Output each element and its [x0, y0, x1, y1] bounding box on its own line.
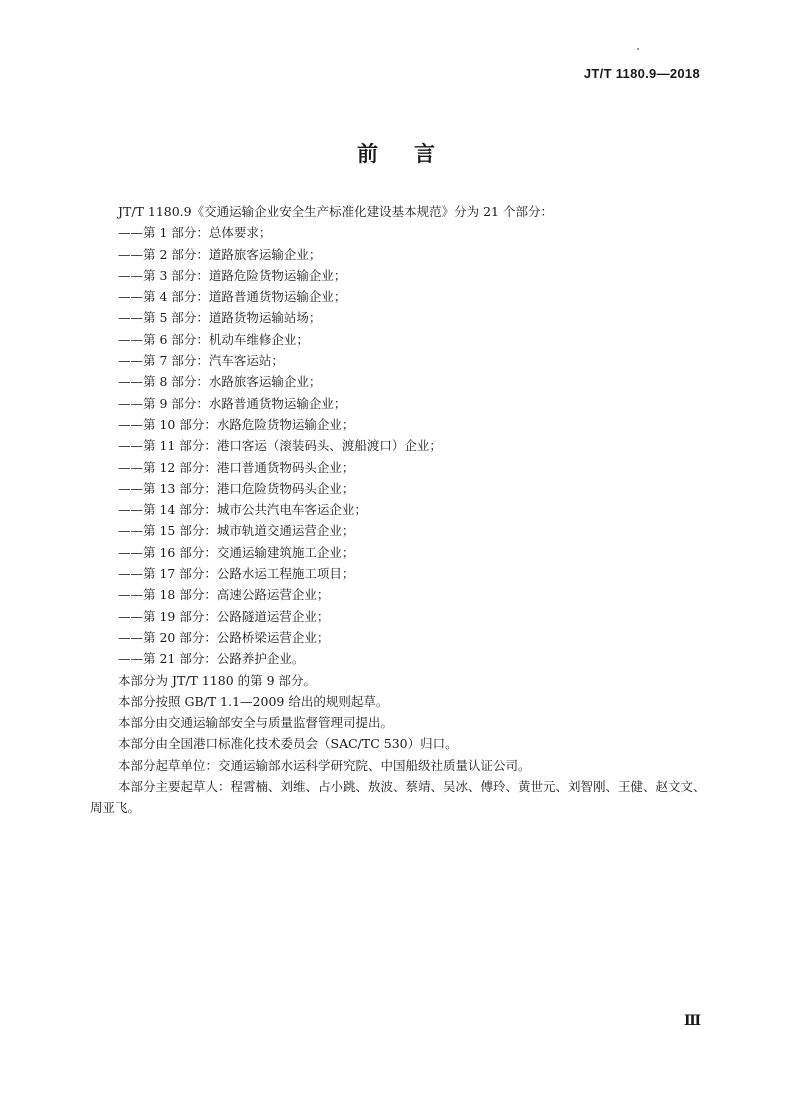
list-item: ——第 12 部分：港口普通货物码头企业； — [118, 459, 355, 475]
list-item: ——第 19 部分：公路隧道运营企业； — [118, 608, 330, 624]
page-title: 前言 — [357, 142, 471, 166]
main-drafters: 本部分主要起草人：程霄楠、刘维、占小跳、敖波、蔡靖、吴冰、傅玲、黄世元、刘智刚、王健、赵文文、周亚飞。 — [90, 779, 706, 816]
standard-code: JT/T 1180.9—2018 — [583, 66, 700, 81]
list-item: ——第 20 部分：公路桥梁运营企业； — [118, 629, 330, 645]
part-statement: 本部分为 JT/T 1180 的第 9 部分。 — [118, 672, 317, 688]
list-item: ——第 8 部分：水路旅客运输企业； — [118, 374, 322, 390]
list-item: ——第 21 部分：公路养护企业。 — [118, 651, 305, 667]
list-item: ——第 4 部分：道路普通货物运输企业； — [118, 289, 347, 305]
list-item: ——第 1 部分：总体要求； — [118, 225, 272, 241]
scan-speck — [637, 48, 639, 50]
list-item: ——第 3 部分：道路危险货物运输企业； — [118, 267, 347, 283]
list-item: ——第 14 部分：城市公共汽电车客运企业； — [118, 502, 367, 518]
list-item: ——第 18 部分：高速公路运营企业； — [118, 587, 330, 603]
list-item: ——第 7 部分：汽车客运站； — [118, 353, 284, 369]
intro-paragraph: JT/T 1180.9《交通运输企业安全生产标准化建设基本规范》分为 21 个部分： — [118, 204, 553, 219]
list-item: ——第 6 部分：机动车维修企业； — [118, 331, 309, 347]
list-item: ——第 5 部分：道路货物运输站场； — [118, 310, 322, 326]
proposer: 本部分由交通运输部安全与质量监督管理司提出。 — [118, 715, 394, 731]
list-item: ——第 2 部分：道路旅客运输企业； — [118, 246, 322, 262]
list-item: ——第 9 部分：水路普通货物运输企业； — [118, 395, 347, 411]
drafting-units: 本部分起草单位：交通运输部水运科学研究院、中国船级社质量认证公司。 — [118, 757, 531, 773]
list-item: ——第 10 部分：水路危险货物运输企业； — [118, 416, 355, 432]
page-number: Ⅲ — [683, 1013, 701, 1029]
list-item: ——第 17 部分：公路水运工程施工项目； — [118, 566, 355, 582]
centralized-by: 本部分由全国港口标准化技术委员会（SAC/TC 530）归口。 — [118, 736, 458, 752]
drafting-rules: 本部分按照 GB/T 1.1—2009 给出的规则起草。 — [118, 693, 389, 709]
list-item: ——第 13 部分：港口危险货物码头企业； — [118, 480, 355, 496]
list-item: ——第 16 部分：交通运输建筑施工企业； — [118, 544, 355, 560]
body-text — [90, 201, 715, 819]
list-item: ——第 11 部分：港口客运（滚装码头、渡船渡口）企业； — [118, 438, 442, 454]
list-item: ——第 15 部分：城市轨道交通运营企业； — [118, 523, 355, 539]
parts-list — [90, 222, 715, 669]
